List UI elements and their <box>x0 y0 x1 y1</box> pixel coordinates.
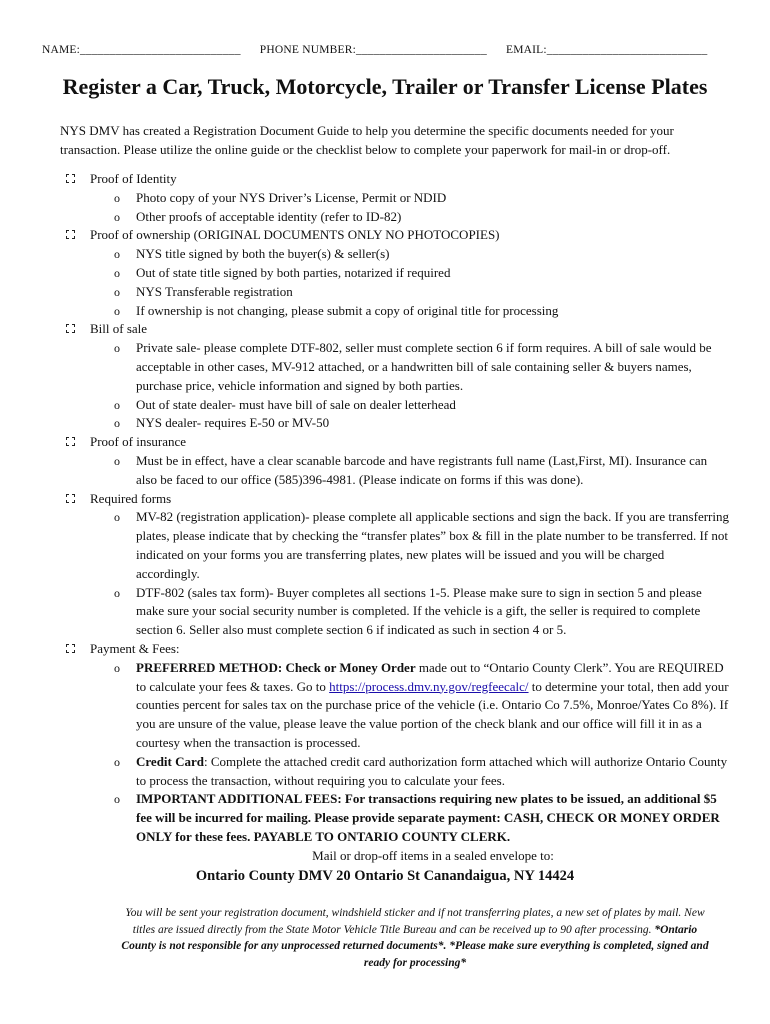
bullet-icon: o <box>114 341 120 356</box>
section-insurance <box>60 433 730 489</box>
section-required-forms <box>60 490 730 640</box>
list-item: o Out of state dealer- must have bill of sale on dealer letterhead <box>60 396 730 415</box>
intro-paragraph: NYS DMV has created a Registration Document Guide to help you determine the specific documents needed for your transaction. Please utilize the online guide or the checklist below to complete your paperwork for mail-in or drop-off. <box>60 123 674 157</box>
bullet-icon: o <box>114 190 120 205</box>
contact-header <box>42 44 732 56</box>
footer-note: You will be sent your registration document, windshield sticker and if not transferring plates, a new set of plates by mail. New titles are issued directly from the State Motor Vehicle Title Bureau and can be received up to 90 after processing. *Ontario County is not responsible for any unprocessed returned documents*. *Please make sure everything is completed, signed and ready for processing* <box>121 907 709 969</box>
footer-disclaimer: *Ontario County is not responsible for any unprocessed returned documents*. *Please make sure everything is completed, signed and ready for processing* <box>121 923 709 969</box>
bullet-icon: o <box>114 510 120 525</box>
section-ownership <box>60 226 730 320</box>
section-bill-of-sale <box>60 320 730 433</box>
section-title: Bill of sale <box>90 321 148 337</box>
checkbox-icon[interactable] <box>66 324 75 333</box>
list-item: o Other proofs of acceptable identity (refer to ID-82) <box>60 208 730 227</box>
mailing-address: Ontario County DMV 20 Ontario St Canandaigua, NY 14424 <box>195 868 575 884</box>
checkbox-icon[interactable] <box>66 644 75 653</box>
bullet-icon: o <box>114 416 120 431</box>
preferred-method-label: PREFERRED METHOD: Check or Money Order <box>136 659 416 675</box>
bullet-icon: o <box>114 247 120 262</box>
page-title: Register a Car, Truck, Motorcycle, Trailer or Transfer License Plates <box>62 74 708 99</box>
list-item: o Photo copy of your NYS Driver’s License, Permit or NDID <box>60 189 730 208</box>
checkbox-icon[interactable] <box>66 174 75 183</box>
checkbox-icon[interactable] <box>66 437 75 446</box>
list-item: o If ownership is not changing, please submit a copy of original title for processing <box>60 302 730 321</box>
section-payment <box>60 640 730 866</box>
section-title: Payment & Fees: <box>90 640 180 656</box>
section-identity <box>60 170 730 226</box>
bullet-icon: o <box>114 209 120 224</box>
bullet-icon: o <box>114 453 120 468</box>
checkbox-icon[interactable] <box>66 230 75 239</box>
list-item-preferred-method: o PREFERRED METHOD: Check or Money Order made out to “Ontario County Clerk”. You are REQUIRED to calculate your fees & taxes. Go to https://process.dmv.ny.gov/regfeecalc/ to determine your total, then add your counties percent for sales tax on the purchase price of the vehicle (i.e. Ontario Co 7.5%, Monroe/Yates Co 8%). If you are unsure of the value, please leave the value portion of the check blank and our office will fill it in as a courtesy when the transaction is processed. <box>114 659 729 750</box>
section-title: Proof of ownership (ORIGINAL DOCUMENTS ONLY NO PHOTOCOPIES) <box>90 227 500 243</box>
list-item-credit-card: o Credit Card: Complete the attached credit card authorization form attached which will authorize Ontario County to process the transaction, without requiring you to calculate your fees. <box>114 753 728 788</box>
section-title: Proof of Identity <box>90 171 177 186</box>
list-item-additional-fees: o IMPORTANT ADDITIONAL FEES: For transactions requiring new plates to be issued, an additional $5 fee will be incurred for mailing. Please provide separate payment: CASH, CHECK OR MONEY ORDER ONLY for these fees. PAYABLE TO ONTARIO COUNTY CLERK. <box>114 791 720 844</box>
bullet-icon: o <box>114 397 120 412</box>
email-field[interactable]: EMAIL:___________________________ <box>505 44 708 56</box>
mail-note: Mail or drop-off items in a sealed envelope to: <box>312 847 554 863</box>
bullet-icon: o <box>114 265 120 280</box>
bullet-icon: o <box>114 754 120 769</box>
name-field[interactable]: NAME:___________________________ <box>42 44 241 56</box>
credit-card-label: Credit Card <box>136 753 205 769</box>
fee-calculator-link[interactable]: https://process.dmv.ny.gov/regfeecalc/ <box>329 678 529 694</box>
list-item: o Out of state title signed by both parties, notarized if required <box>60 264 730 283</box>
additional-fees-label: IMPORTANT ADDITIONAL FEES <box>136 791 338 807</box>
bullet-icon: o <box>114 284 120 299</box>
list-item: o Private sale- please complete DTF-802, seller must complete section 6 if form requires. A bill of sale would be acceptable in other cases, MV-912 attached, or a handwritten bill of sale containing seller & buyers names, purchase price, vehicle information and signed by both parties. <box>114 340 712 393</box>
checkbox-icon[interactable] <box>66 494 75 503</box>
list-item: o DTF-802 (sales tax form)- Buyer completes all sections 1-5. Please make sure to sign in section 5 and please make sure your social security number is completed. If the vehicle is a gift, the seller is required to complete section 6. Seller also must complete section 6 if indicated as such in section 4 or 5. <box>114 584 702 638</box>
phone-field[interactable]: PHONE NUMBER:______________________ <box>259 44 487 56</box>
list-item: o NYS Transferable registration <box>60 283 730 302</box>
list-item: o MV-82 (registration application)- please complete all applicable sections and sign the back. If you are transferring plates, please indicate that by checking the “transfer plates” box & fill in the plate number to be transferred. If not indicated on your forms you are transferring plates, new plates will be issued and you will be charged accordingly. <box>114 509 729 581</box>
checklist <box>60 170 730 865</box>
bullet-icon: o <box>114 792 120 807</box>
bullet-icon: o <box>114 660 120 675</box>
list-item: o Must be in effect, have a clear scanable barcode and have registrants full name (Last,First, MI). Insurance can also be faced to our office (585)396-4981. (Please indicate on forms if this was done). <box>114 452 708 487</box>
list-item: o NYS title signed by both the buyer(s) & seller(s) <box>60 245 730 264</box>
section-title: Proof of insurance <box>90 434 187 450</box>
bullet-icon: o <box>114 303 120 318</box>
list-item: o NYS dealer- requires E-50 or MV-50 <box>60 414 730 433</box>
section-title: Required forms <box>90 490 172 506</box>
bullet-icon: o <box>114 585 120 600</box>
